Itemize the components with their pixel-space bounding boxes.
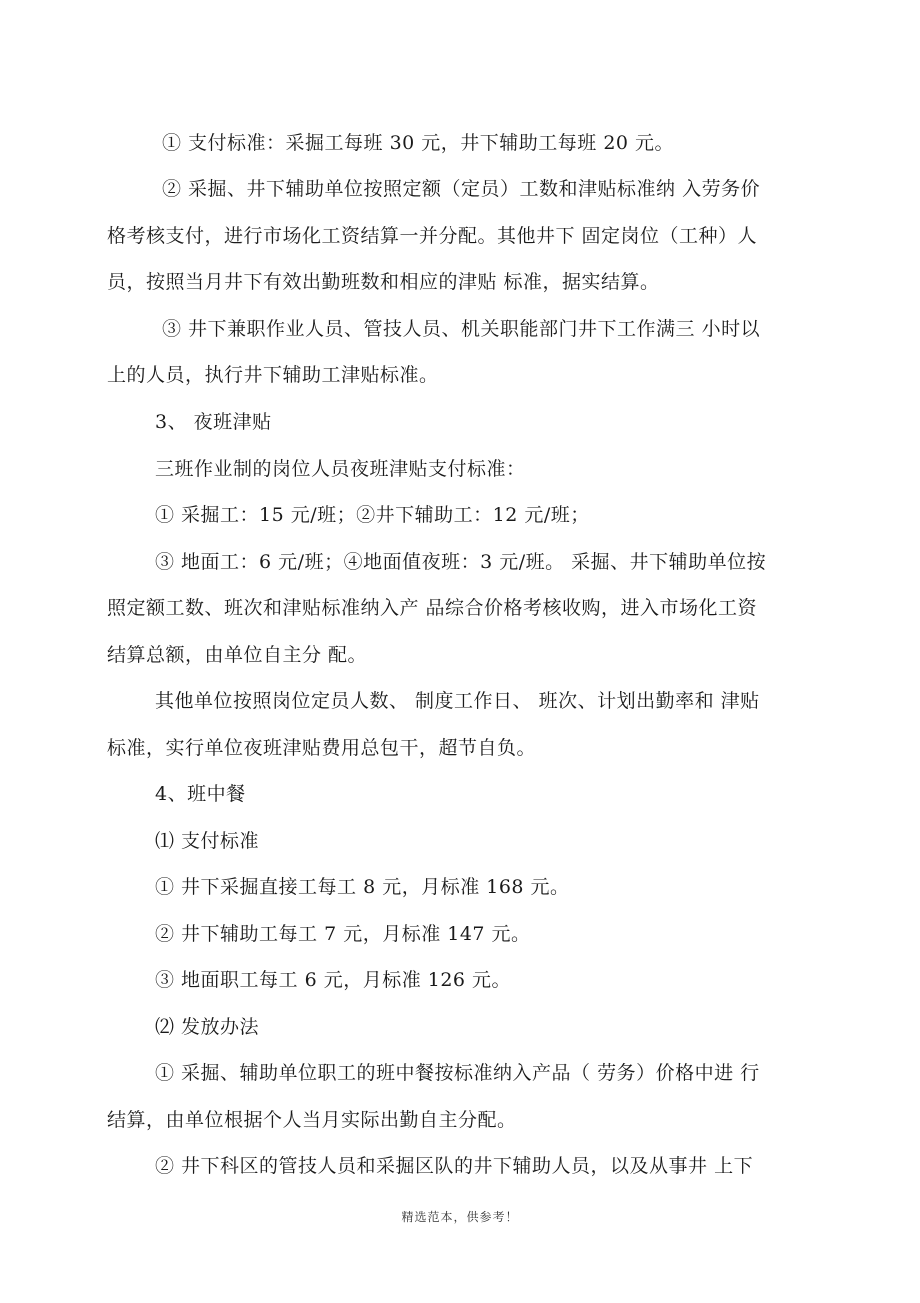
text-line: ② 井下辅助工每工 7 元，月标准 147 元。 [155, 923, 531, 945]
text-line: ③ 地面工：6 元/班；④地面值夜班：3 元/班。 采掘、井下辅助单位按 [155, 551, 767, 573]
text-line: ① 采掘工：15 元/班；②井下辅助工：12 元/班； [155, 504, 590, 526]
text-line: ② 井下科区的管技人员和采掘区队的井下辅助人员，以及从事井 上下 [155, 1155, 754, 1177]
text-line: 格考核支付，进行市场化工资结算一并分配。其他井下 固定岗位（工种）人 [107, 225, 758, 247]
page-footer: 精选范本，供参考！ [401, 1210, 519, 1224]
subsection-heading: ⑴ 支付标准 [155, 830, 260, 852]
text-line: 结算，由单位根据个人当月实际出勤自主分配。 [107, 1109, 517, 1131]
subsection-heading: ⑵ 发放办法 [155, 1016, 260, 1038]
text-line: ③ 井下兼职作业人员、管技人员、机关职能部门井下工作满三 小时以 [162, 318, 761, 340]
text-line: ② 采掘、井下辅助单位按照定额（定员）工数和津贴标准纳 入劳务价 [162, 178, 761, 200]
section-heading: 3、 夜班津贴 [155, 411, 272, 433]
text-line: ① 井下采掘直接工每工 8 元，月标准 168 元。 [155, 876, 570, 898]
text-line: 照定额工数、班次和津贴标准纳入产 品综合价格考核收购，进入市场化工资 [107, 597, 758, 619]
text-line: 结算总额，由单位自主分 配。 [107, 644, 368, 666]
section-heading: 4、班中餐 [155, 783, 246, 805]
text-line: 上的人员，执行井下辅助工津贴标准。 [107, 364, 439, 386]
text-line: 员，按照当月井下有效出勤班数和相应的津贴 标准，据实结算。 [107, 271, 660, 293]
text-line: ③ 地面职工每工 6 元，月标准 126 元。 [155, 969, 512, 991]
text-line: 标准，实行单位夜班津贴费用总包干，超节自负。 [107, 737, 537, 759]
text-line: 三班作业制的岗位人员夜班津贴支付标准： [155, 458, 526, 480]
text-line: ① 采掘、辅助单位职工的班中餐按标准纳入产品（ 劳务）价格中进 行 [155, 1062, 760, 1084]
text-line: 其他单位按照岗位定员人数、 制度工作日、 班次、计划出勤率和 津贴 [155, 690, 760, 712]
text-line: ① 支付标准：采掘工每班 30 元，井下辅助工每班 20 元。 [162, 132, 675, 154]
